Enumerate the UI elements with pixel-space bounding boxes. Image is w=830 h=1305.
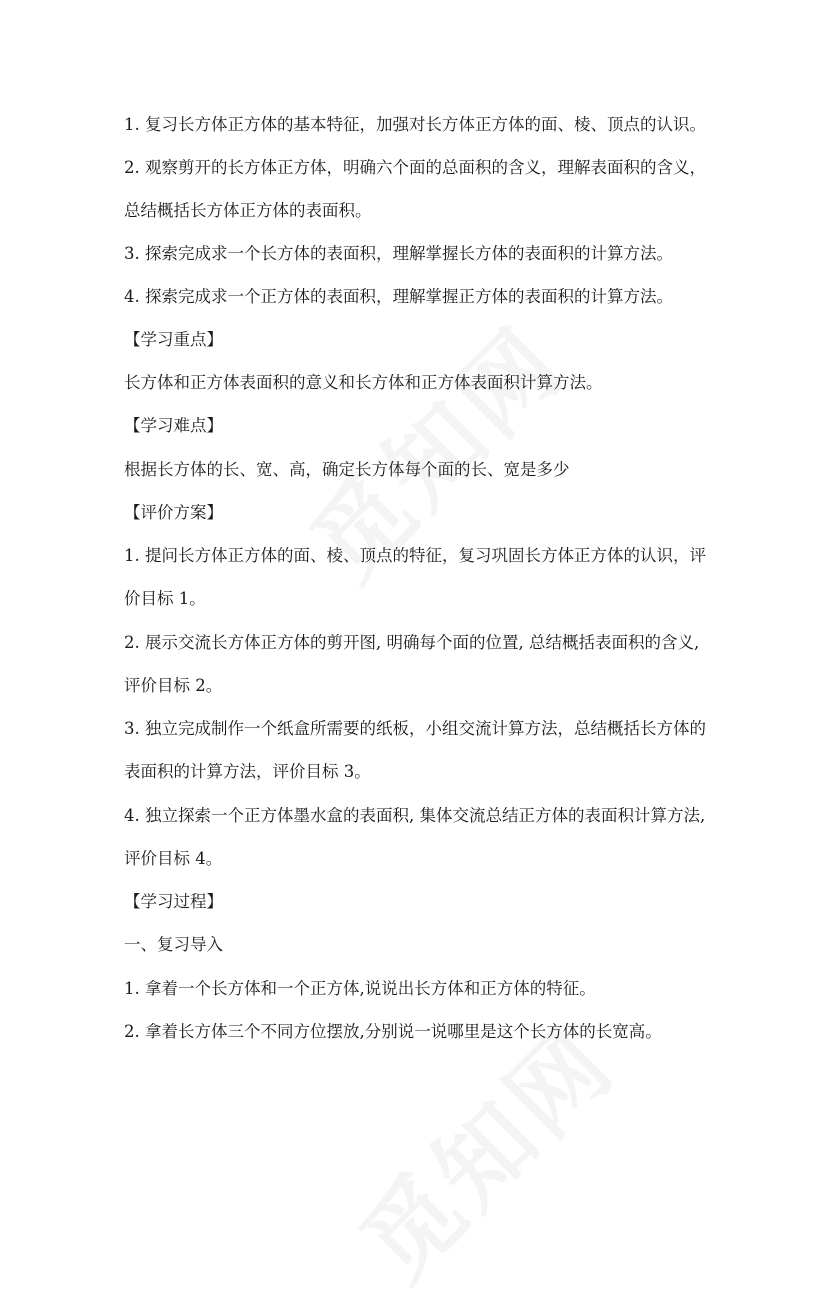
objective-2-cont: 总结概括长方体正方体的表面积。 [124, 201, 372, 220]
heading-process: 【学习过程】 [124, 892, 223, 911]
evaluation-3-cont: 表面积的计算方法，评价目标 3。 [124, 762, 371, 781]
evaluation-1-cont: 价目标 1。 [124, 589, 206, 608]
heading-evaluation: 【评价方案】 [124, 503, 223, 522]
heading-key-points: 【学习重点】 [124, 330, 223, 349]
objective-2: 2. 观察剪开的长方体正方体，明确六个面的总面积的含义，理解表面积的含义， [124, 158, 706, 177]
difficulties-text: 根据长方体的长、宽、高，确定长方体每个面的长、宽是多少 [124, 460, 570, 479]
evaluation-4: 4. 独立探索一个正方体墨水盒的表面积, 集体交流总结正方体的表面积计算方法, [124, 806, 706, 825]
objective-1: 1. 复习长方体正方体的基本特征，加强对长方体正方体的面、棱、顶点的认识。 [124, 115, 706, 134]
review-step-1: 1. 拿着一个长方体和一个正方体,说说出长方体和正方体的特征。 [124, 979, 596, 998]
section-review: 一、复习导入 [124, 935, 223, 954]
heading-difficulties: 【学习难点】 [124, 416, 223, 435]
evaluation-2-cont: 评价目标 2。 [124, 676, 223, 695]
evaluation-1: 1. 提问长方体正方体的面、棱、顶点的特征，复习巩固长方体正方体的认识，评 [124, 546, 706, 565]
objective-4: 4. 探索完成求一个正方体的表面积，理解掌握正方体的表面积的计算方法。 [124, 287, 673, 306]
evaluation-4-cont: 评价目标 4。 [124, 849, 223, 868]
evaluation-2: 2. 展示交流长方体正方体的剪开图, 明确每个面的位置, 总结概括表面积的含义, [124, 633, 700, 652]
objective-3: 3. 探索完成求一个长方体的表面积，理解掌握长方体的表面积的计算方法。 [124, 244, 673, 263]
key-points-text: 长方体和正方体表面积的意义和长方体和正方体表面积计算方法。 [124, 373, 603, 392]
evaluation-3: 3. 独立完成制作一个纸盒所需要的纸板，小组交流计算方法，总结概括长方体的 [124, 719, 706, 738]
review-step-2: 2. 拿着长方体三个不同方位摆放,分别说一说哪里是这个长方体的长宽高。 [124, 1022, 662, 1041]
